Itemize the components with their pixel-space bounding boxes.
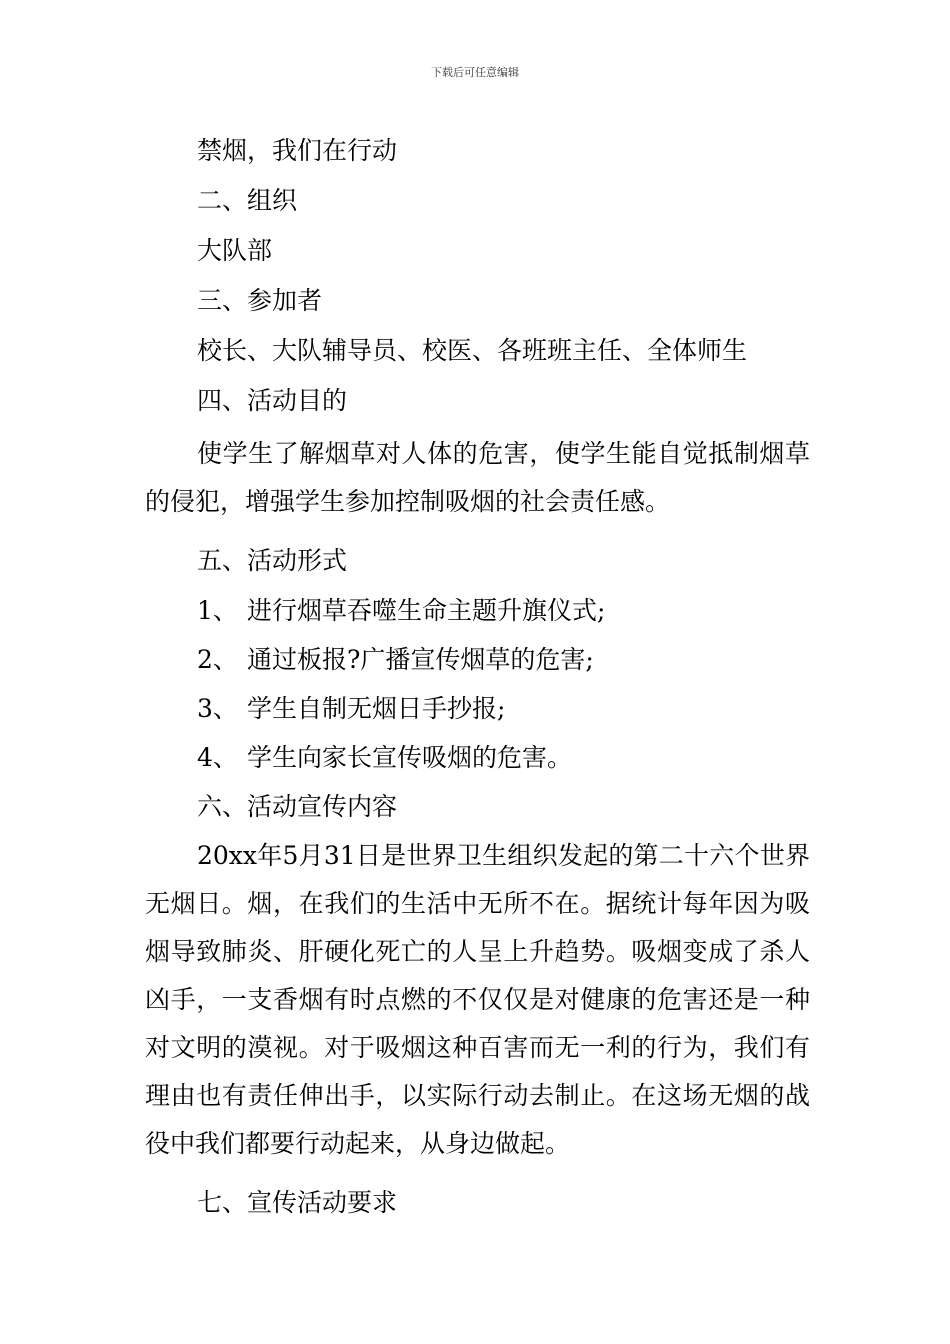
page-header-note: 下载后可任意编辑 — [431, 66, 519, 79]
list-item-number: 4、 — [197, 743, 238, 772]
list-item-text: 通过板报?广播宣传烟草的危害; — [247, 645, 594, 674]
section-heading-participants: 三、参加者 — [197, 286, 323, 315]
list-item-text: 进行烟草吞噬生命主题升旗仪式; — [247, 596, 606, 625]
activity-theme: 禁烟，我们在行动 — [197, 136, 398, 165]
list-item — [145, 684, 810, 733]
section-heading-format: 五、活动形式 — [197, 546, 348, 575]
list-item-text: 学生自制无烟日手抄报; — [247, 694, 506, 723]
section-heading-organization: 二、组织 — [197, 186, 298, 215]
section-heading-publicity-content: 六、活动宣传内容 — [197, 792, 398, 821]
list-item — [145, 733, 810, 782]
section-heading-purpose: 四、活动目的 — [197, 386, 348, 415]
list-item-number: 3、 — [197, 694, 238, 723]
document-body — [145, 126, 810, 1228]
list-item-number: 2、 — [197, 645, 238, 674]
list-item — [145, 586, 810, 635]
list-item — [145, 635, 810, 684]
list-item-number: 1、 — [197, 596, 238, 625]
section-heading-requirements: 七、宣传活动要求 — [197, 1188, 398, 1217]
organization-content: 大队部 — [197, 236, 273, 265]
purpose-paragraph: 使学生了解烟草对人体的危害，使学生能自觉抵制烟草的侵犯，增强学生参加控制吸烟的社会责任感。 — [145, 439, 810, 516]
list-item-text: 学生向家长宣传吸烟的危害。 — [247, 743, 573, 772]
participants-content: 校长、大队辅导员、校医、各班班主任、全体师生 — [197, 336, 748, 365]
publicity-content-paragraph: 20xx年5月31日是世界卫生组织发起的第二十六个世界无烟日。烟，在我们的生活中无所不在。据统计每年因为吸烟导致肺炎、肝硬化死亡的人呈上升趋势。吸烟变成了杀人凶手，一支香烟有时点燃的不仅仅是对健康的危害还是一种对文明的漠视。对于吸烟这种百害而无一利的行为，我们有理由也有责任伸出手，以实际行动去制止。在这场无烟的战役中我们都要行动起来，从身边做起。 — [145, 841, 810, 1158]
